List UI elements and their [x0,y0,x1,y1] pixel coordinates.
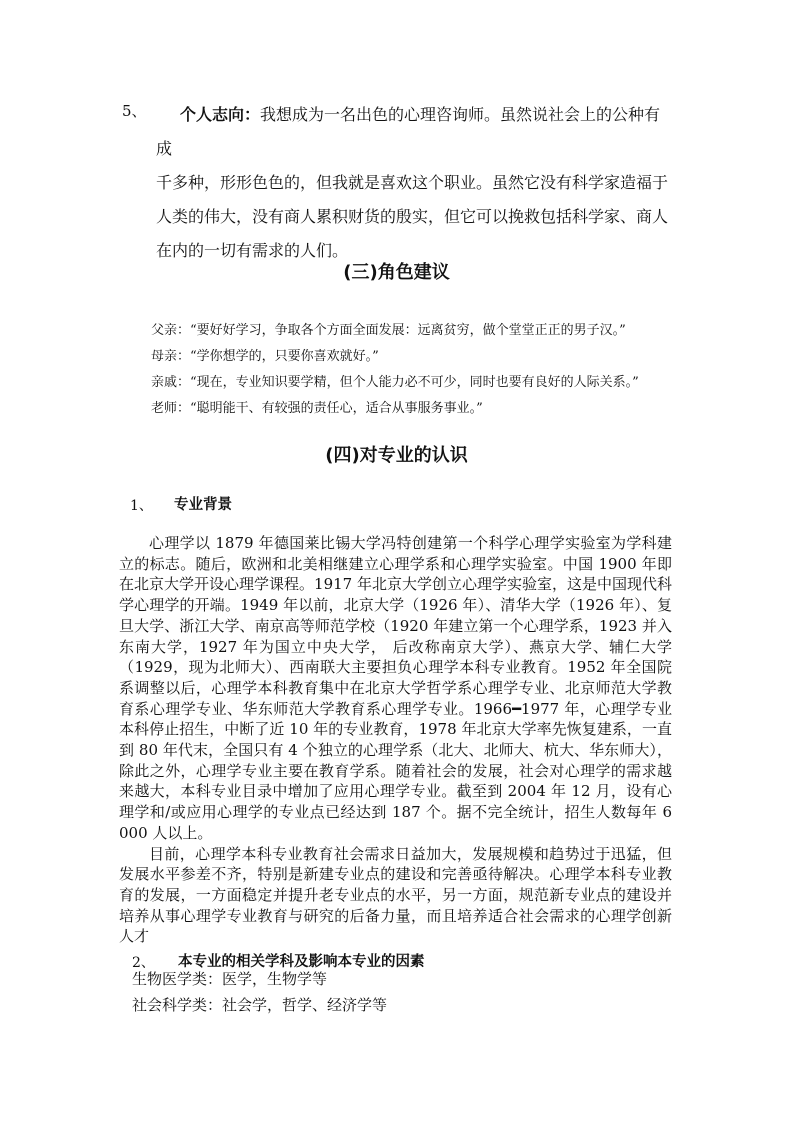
subsection-1-number: 1、 [130,498,153,514]
aspiration-label: 个人志向： [180,105,261,124]
role-teacher: 老师：“聪明能干、有较强的责任心，适合从事服务事业。” [151,401,483,416]
role-relative: 亲戚：“现在，专业知识要学精，但个人能力必不可少，同时也要有良好的人际关系。” [151,375,639,390]
item-5-number: 5、 [122,102,147,120]
subsection-1-title: 专业背景 [174,497,232,513]
role-father: 父亲：“要好好学习，争取各个方面全面发展：远离贫穷，做个堂堂正正的男子汉。” [151,323,626,338]
role-advice-list [151,318,711,422]
background-paragraph-2: 目前，心理学本科专业教育社会需求日益加大，发展规模和趋势过于迅猛，但发展水平参差不齐，特别是新建专业点的建设和完善亟待解决。心理学本科专业教育的发展，一方面稳定并提升老专业点的水平，另一方面，规范新专业点的建设并培养从事心理学专业教育与研究的后备力量，而且培养适合社会需求的心理学创新人才 [119,844,672,946]
subsection-2-title: 本专业的相关学科及影响本专业的因素 [178,954,425,970]
aspiration-line-2: 千多种，形形色色的，但我就是喜欢这个职业。虽然它没有科学家造福于 [156,173,669,192]
aspiration-line-3: 人类的伟大，没有商人累积财货的殷实，但它可以挽救包括科学家、商人 [156,207,669,226]
discipline-biomedical: 生物医学类：医学，生物学等 [132,970,328,988]
background-paragraph-1: 心理学以 1879 年德国莱比锡大学冯特创建第一个科学心理学实验室为学科建立的标志。随后，欧洲和北美相继建立心理学系和心理学实验室。中国 1900 年即在北京大学开设心理学课程。1917 年北京大学创立心理学实验室，这是中国现代科学心理学的开端。1949 年以前，北京大学（1926 年）、清华大学（1926 年）、复旦大学、浙江大学、南京高等师范学校（1920 年建立第一个心理学系，1923 并入东南大学，1927 年为国立中央大学， 后改称南京大学）、燕京大学、辅仁大学（1929，现为北师大）、西南联大主要担负心理学本科专业教育。1952 年全国院系调整以后，心理学本科教育集中在北京大学哲学系心理学专业、北京师范大学教育系心理学专业、华东师范大学教育系心理学专业。1966━1977 年，心理学专业本科停止招生，中断了近 10 年的专业教育，1978 年北京大学率先恢复建系，一直到 80 年代末，全国只有 4 个独立的心理学系（北大、北师大、杭大、华东师大），除此之外，心理学专业主要在教育学系。随着社会的发展，社会对心理学的需求越来越大，本科专业目录中增加了应用心理学专业。截至到 2004 年 12 月，设有心理学和/或应用心理学的专业点已经达到 187 个。据不完全统计，招生人数每年 6 000 人以上。 [119,534,672,842]
personal-aspiration-paragraph [156,98,676,268]
aspiration-line-1: 个人志向：我想成为一名出色的心理咨询师。虽然说社会上的公种有成 [156,105,661,158]
aspiration-line-4: 在内的一切有需求的人们。 [156,241,349,260]
role-mother: 母亲：“学你想学的，只要你喜欢就好。” [151,349,379,364]
section-4-heading: (四)对专业的认识 [325,445,468,466]
discipline-social-science: 社会科学类：社会学，哲学、经济学等 [132,996,388,1014]
related-disciplines-list [132,966,692,1018]
section-3-heading: (三)角色建议 [343,262,450,283]
subsection-2-number: 2、 [132,955,155,971]
major-background-text [119,533,672,947]
